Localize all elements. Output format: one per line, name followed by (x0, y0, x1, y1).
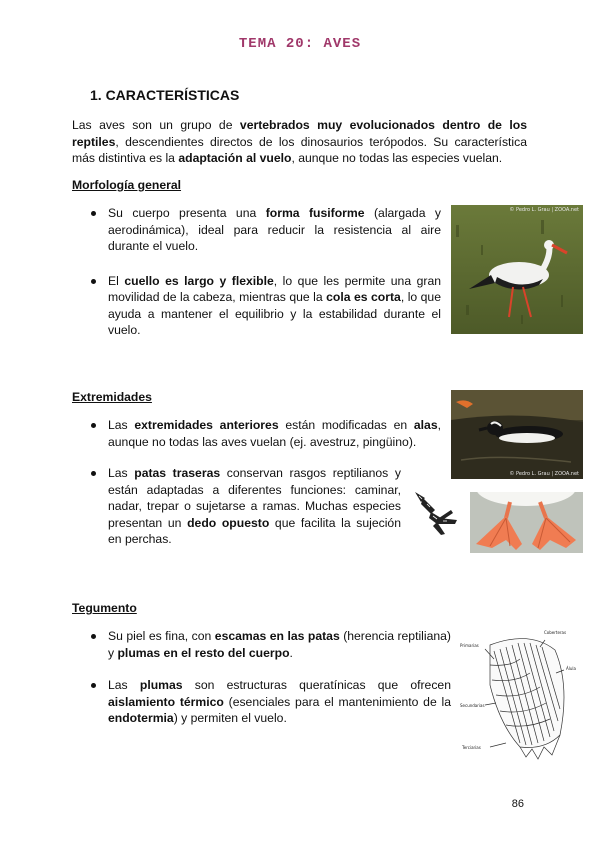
diagram-label-terciarias: Terciarias (462, 745, 481, 750)
item-text: Su piel es fina, con (108, 629, 215, 643)
item-text: Las (108, 418, 135, 432)
wing-diagram (460, 625, 585, 765)
item-bold: patas traseras (134, 466, 221, 480)
item-bold: cola es corta (326, 290, 401, 304)
item-text: que facilita la sujeción en perchas. (108, 515, 401, 546)
list-item (91, 417, 441, 450)
extremidades-list-1 (91, 417, 441, 464)
diagram-label-coberteras: Coberteras (544, 630, 567, 635)
item-bold: escamas en las patas (214, 629, 340, 643)
page-title: TEMA 20: AVES (238, 36, 362, 52)
item-bold: endotermia (108, 711, 174, 725)
penguin-image (451, 390, 583, 479)
stork-image (451, 205, 583, 334)
item-text: están modificadas en (278, 418, 414, 432)
wing-feather-diagram (460, 625, 585, 765)
stork-photo (451, 205, 583, 334)
item-text: son estructuras queratínicas que ofrecen (182, 678, 451, 692)
item-bold: dedo opuesto (187, 515, 270, 530)
photo-caption: © Pedro L. Grau | ZOOA.net (509, 207, 579, 213)
tegumento-list (91, 628, 451, 741)
item-text: (herencia reptiliana) y (108, 629, 451, 660)
item-bold: extremidades anteriores (134, 418, 279, 432)
item-bold: forma fusiforme (265, 206, 365, 220)
item-text: conservan rasgos reptilianos y están adaptadas a diferentes funciones: caminar, nadar, trepar o sujetarse a ramas. Muchas especies presentan un (108, 466, 401, 530)
item-text: . (289, 645, 293, 660)
subheading-tegumento: Tegumento (72, 601, 137, 615)
bird-foot-drawing (411, 488, 461, 536)
item-bold: plumas (139, 678, 183, 692)
bird-foot-icon (411, 488, 461, 536)
list-item (91, 628, 451, 661)
list-item (91, 205, 441, 255)
subheading-morfologia: Morfología general (72, 178, 182, 192)
duck-feet-image (470, 492, 583, 553)
subheading-extremidades: Extremidades (72, 390, 152, 404)
intro-text: , descendientes directos de los dinosaurios terópodos. Su característica más distintiva es la (72, 134, 527, 165)
page-number: 86 (511, 798, 524, 810)
item-text: Las (108, 678, 140, 692)
item-bold: plumas en el resto del cuerpo (117, 645, 290, 660)
item-text: (alargada y aerodinámica), ideal para reducir la resistencia al aire durante el vuelo. (108, 206, 442, 253)
item-text: , aunque no todas las aves vuelan (ej. avestruz, pingüino). (108, 418, 441, 449)
item-text: , lo que les permite una gran movilidad de la cabeza, mientras que la (108, 273, 442, 304)
item-bold: alas (413, 418, 438, 432)
item-text: Su cuerpo presenta una (108, 206, 266, 220)
item-text: Las (108, 466, 135, 480)
duck-feet-photo (470, 492, 583, 553)
item-text: El (108, 273, 125, 288)
intro-bold: vertebrados muy evolucionados dentro de los reptiles (72, 118, 527, 149)
photo-caption: © Pedro L. Grau | ZOOA.net (509, 471, 579, 477)
list-item (91, 677, 451, 727)
item-text: ) y permiten el vuelo. (173, 711, 287, 725)
diagram-label-secundarias: Secundarias (460, 703, 485, 708)
intro-text: , aunque no todas las especies vuelan. (291, 151, 503, 165)
diagram-label-alula: Álula (566, 666, 576, 671)
item-text: , lo que ayuda a mantener el equilibrio y la estabilidad durante el vuelo. (108, 290, 441, 337)
extremidades-list-2 (91, 465, 401, 562)
penguin-photo (451, 390, 583, 479)
intro-text: Las aves son un grupo de (72, 118, 240, 132)
diagram-label-primarias: Primarias (460, 643, 479, 648)
list-item (91, 273, 441, 339)
intro-bold: adaptación al vuelo (178, 151, 292, 165)
section-heading-caracteristicas: 1. CARACTERÍSTICAS (90, 87, 240, 103)
morfologia-list (91, 205, 441, 353)
item-bold: cuello es largo y flexible (124, 273, 274, 288)
list-item (91, 465, 401, 548)
intro-paragraph (72, 117, 527, 167)
item-bold: aislamiento térmico (108, 694, 224, 709)
item-text: (esenciales para el mantenimiento de la (223, 694, 451, 709)
